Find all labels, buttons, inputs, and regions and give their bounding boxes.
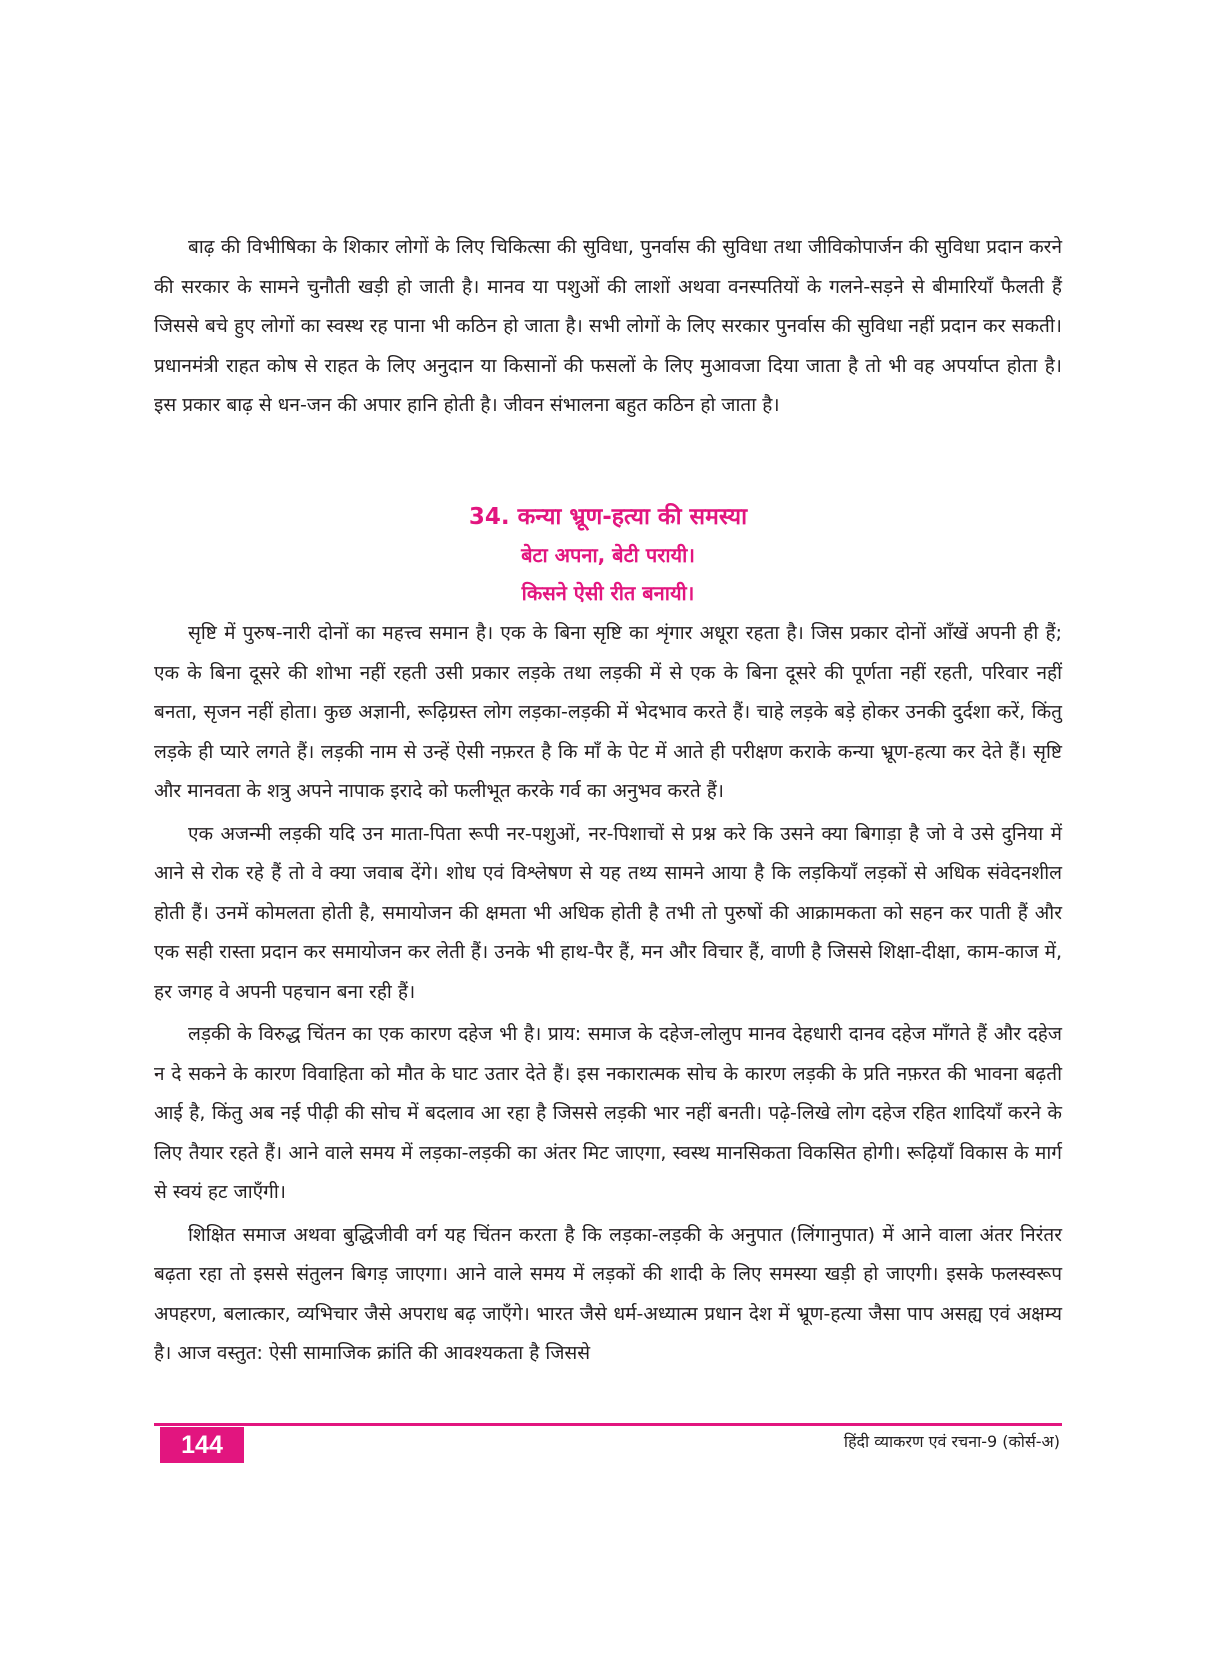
section-title: 34. कन्या भ्रूण-हत्या की समस्या [468, 504, 748, 530]
verse-line-2: किसने ऐसी रीत बनायी। [521, 581, 695, 605]
footer-divider [154, 1423, 1062, 1426]
page-number: 144 [160, 1427, 244, 1463]
essay-body [154, 614, 1062, 1374]
essay-paragraph: सृष्टि में पुरुष-नारी दोनों का महत्त्व समान है। एक के बिना सृष्टि का शृंगार अधूरा रहता है। जिस प्रकार दोनों आँखें अपनी ही हैं; एक के बिना दूसरे की शोभा नहीं रहती उसी प्रकार लड़के तथा लड़की में से एक के बिना दूसरे की पूर्णता नहीं रहती, परिवार नहीं बनता, सृजन नहीं होता। कुछ अज्ञानी, रूढ़िग्रस्त लोग लड़का-लड़की में भेदभाव करते हैं। चाहे लड़के बड़े होकर उनकी दुर्दशा करें, किंतु लड़के ही प्यारे लगते हैं। लड़की नाम से उन्हें ऐसी नफ़रत है कि माँ के पेट में आते ही परीक्षण कराके कन्या भ्रूण-हत्या कर देते हैं। सृष्टि और मानवता के शत्रु अपने नापाक इरादे को फलीभूत करके गर्व का अनुभव करते हैं। [154, 622, 1062, 802]
book-title: हिंदी व्याकरण एवं रचना-9 (कोर्स-अ) [843, 1432, 1060, 1451]
verse-line-1: बेटा अपना, बेटी परायी। [521, 543, 695, 567]
intro-paragraph: बाढ़ की विभीषिका के शिकार लोगों के लिए चिकित्सा की सुविधा, पुनर्वास की सुविधा तथा जीविकोपार्जन की सुविधा प्रदान करने की सरकार के सामने चुनौती खड़ी हो जाती है। मानव या पशुओं की लाशों अथवा वनस्पतियों के गलने-सड़ने से बीमारियाँ फैलती हैं जिससे बचे हुए लोगों का स्वस्थ रह पाना भी कठिन हो जाता है। सभी लोगों के लिए सरकार पुनर्वास की सुविधा नहीं प्रदान कर सकती। प्रधानमंत्री राहत कोष से राहत के लिए अनुदान या किसानों की फसलों के लिए मुआवजा दिया जाता है तो भी वह अपर्याप्त होता है। इस प्रकार बाढ़ से धन-जन की अपार हानि होती है। जीवन संभालना बहुत कठिन हो जाता है। [154, 236, 1062, 416]
essay-paragraph: एक अजन्मी लड़की यदि उन माता-पिता रूपी नर-पशुओं, नर-पिशाचों से प्रश्न करे कि उसने क्या बिगाड़ा है जो वे उसे दुनिया में आने से रोक रहे हैं तो वे क्या जवाब देंगे। शोध एवं विश्लेषण से यह तथ्य सामने आया है कि लड़कियाँ लड़कों से अधिक संवेदनशील होती हैं। उनमें कोमलता होती है, समायोजन की क्षमता भी अधिक होती है तभी तो पुरुषों की आक्रामकता को सहन कर पाती हैं और एक सही रास्ता प्रदान कर समायोजन कर लेती हैं। उनके भी हाथ-पैर हैं, मन और विचार हैं, वाणी है जिससे शिक्षा-दीक्षा, काम-काज में, हर जगह वे अपनी पहचान बना रही हैं। [154, 822, 1062, 1003]
essay-paragraph: लड़की के विरुद्ध चिंतन का एक कारण दहेज भी है। प्राय: समाज के दहेज-लोलुप मानव देहधारी दानव दहेज माँगते हैं और दहेज न दे सकने के कारण विवाहिता को मौत के घाट उतार देते हैं। इस नकारात्मक सोच के कारण लड़की के प्रति नफ़रत की भावना बढ़ती आई है, किंतु अब नई पीढ़ी की सोच में बदलाव आ रहा है जिससे लड़की भार नहीं बनती। पढ़े-लिखे लोग दहेज रहित शादियाँ करने के लिए तैयार रहते हैं। आने वाले समय में लड़का-लड़की का अंतर मिट जाएगा, स्वस्थ मानसिकता विकसित होगी। रूढ़ियाँ विकास के मार्ग से स्वयं हट जाएँगी। [154, 1023, 1062, 1203]
essay-paragraph: शिक्षित समाज अथवा बुद्धिजीवी वर्ग यह चिंतन करता है कि लड़का-लड़की के अनुपात (लिंगानुपात) में आने वाला अंतर निरंतर बढ़ता रहा तो इससे संतुलन बिगड़ जाएगा। आने वाले समय में लड़कों की शादी के लिए समस्या खड़ी हो जाएगी। इसके फलस्वरूप अपहरण, बलात्कार, व्यभिचार जैसे अपराध बढ़ जाएँगे। भारत जैसे धर्म-अध्यात्म प्रधान देश में भ्रूण-हत्या जैसा पाप असह्य एवं अक्षम्य है। आज वस्तुत: ऐसी सामाजिक क्रांति की आवश्यकता है जिससे [154, 1223, 1062, 1364]
intro-section [154, 228, 1062, 426]
section-heading [154, 498, 1062, 612]
